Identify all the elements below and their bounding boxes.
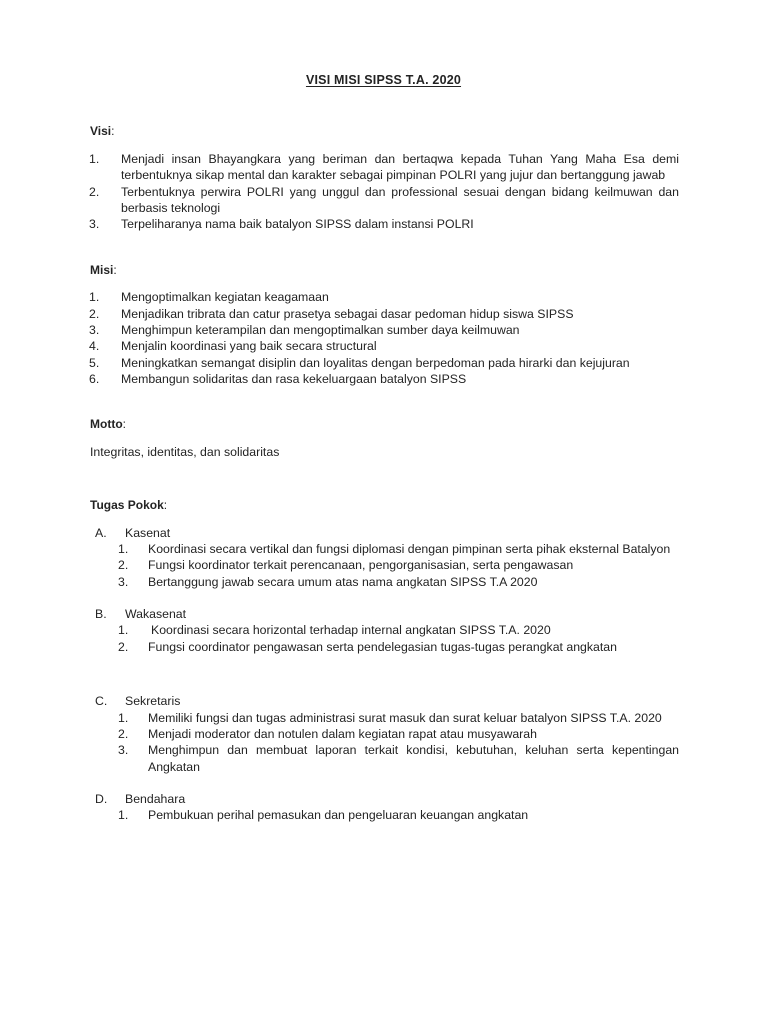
list-item-text: Koordinasi secara vertikal dan fungsi diplomasi dengan pimpinan serta pihak eksternal Batalyon (148, 542, 671, 557)
spacer (88, 671, 679, 693)
section-heading-misi (90, 263, 679, 279)
group-sublist (88, 622, 679, 655)
document-title-text: VISI MISI SIPSS T.A. 2020 (305, 73, 462, 87)
list-item-text: Meningkatkan semangat disiplin dan loyalitas dengan berpedoman pada hirarki dan kejujuran (121, 355, 630, 370)
list-marker: 2. (89, 306, 100, 321)
list-marker: 3. (89, 217, 100, 232)
motto-text: Integritas, identitas, dan solidaritas (90, 444, 280, 459)
tugas-pokok-group (88, 693, 679, 775)
list-marker: 5. (89, 355, 100, 370)
section-heading-motto-colon: : (122, 417, 126, 432)
section-heading-visi (90, 124, 679, 140)
list-marker: 2. (118, 558, 129, 573)
group-heading (95, 525, 679, 541)
list-item-text: Terpeliharanya nama baik batalyon SIPSS dalam instansi POLRI (121, 217, 474, 232)
group-label: Sekretaris (125, 694, 181, 709)
section-heading-misi-colon: : (113, 262, 117, 277)
sublist-item (95, 557, 679, 573)
section-heading-misi-label: Misi (90, 262, 114, 277)
list-item-text: Fungsi koordinator terkait perencanaan, pengorganisasian, serta pengawasan (148, 558, 574, 573)
list-marker: 1. (118, 542, 129, 557)
misi-list-item (88, 306, 679, 322)
visi-list-item (88, 151, 679, 184)
spacer (88, 460, 679, 498)
group-label: Bendahara (125, 791, 186, 806)
list-marker: 1. (118, 710, 129, 725)
tugas-pokok-groups (88, 525, 679, 824)
group-heading (95, 606, 679, 622)
misi-list-item (88, 338, 679, 354)
misi-list-item (88, 289, 679, 305)
group-marker: C. (95, 694, 108, 709)
list-marker: 4. (89, 339, 100, 354)
list-marker: 3. (118, 743, 129, 758)
group-heading (95, 791, 679, 807)
group-marker: A. (95, 525, 107, 540)
sublist-item (95, 726, 679, 742)
group-sublist (88, 807, 679, 823)
list-item-text: Menghimpun keterampilan dan mengoptimalkan sumber daya keilmuwan (121, 322, 520, 337)
group-marker: D. (95, 791, 108, 806)
list-marker: 1. (89, 290, 100, 305)
section-heading-motto-label: Motto (90, 417, 123, 432)
sublist-item (95, 742, 679, 775)
list-item-text: Menjadikan tribrata dan catur prasetya sebagai dasar pedoman hidup siswa SIPSS (121, 306, 574, 321)
list-item-text: Menghimpun dan membuat laporan terkait kondisi, kebutuhan, keluhan serta kepentingan Angkatan (148, 743, 679, 774)
spacer (88, 387, 679, 417)
list-marker: 6. (89, 371, 100, 386)
list-marker: 2. (118, 639, 129, 654)
list-item-text: Memiliki fungsi dan tugas administrasi surat masuk dan surat keluar batalyon SIPSS T.A. 2020 (148, 710, 662, 725)
visi-list-item (88, 216, 679, 232)
section-heading-visi-colon: : (111, 124, 115, 139)
list-marker: 3. (89, 322, 100, 337)
misi-list-item (88, 371, 679, 387)
tugas-pokok-group (88, 791, 679, 824)
group-marker: B. (95, 607, 107, 622)
sublist-item (95, 622, 679, 638)
tugas-pokok-group (88, 606, 679, 655)
list-item-text: Membangun solidaritas dan rasa kekeluargaan batalyon SIPSS (121, 371, 467, 386)
list-marker: 1. (89, 151, 100, 166)
section-heading-tugas-pokok-label: Tugas Pokok (90, 498, 164, 513)
list-marker: 1. (118, 623, 129, 638)
misi-list-item (88, 355, 679, 371)
visi-list-item (88, 184, 679, 217)
list-item-text: Terbentuknya perwira POLRI yang unggul dan professional sesuai dengan bidang keilmuwan dan berbasis teknologi (121, 184, 679, 215)
list-marker: 3. (118, 574, 129, 589)
list-marker: 2. (89, 184, 100, 199)
list-item-text: Fungsi coordinator pengawasan serta pendelegasian tugas-tugas perangkat angkatan (148, 639, 617, 654)
section-heading-tugas-pokok-colon: : (163, 498, 168, 513)
sublist-item (95, 541, 679, 557)
section-heading-tugas-pokok (90, 498, 679, 514)
group-label: Wakasenat (125, 607, 187, 622)
list-marker: 1. (118, 808, 129, 823)
group-label: Kasenat (125, 525, 171, 540)
visi-list (88, 151, 679, 233)
sublist-item (95, 710, 679, 726)
sublist-item (95, 574, 679, 590)
misi-list (88, 289, 679, 387)
list-item-text: Menjalin koordinasi yang baik secara structural (121, 339, 377, 354)
document-title (88, 72, 679, 88)
spacer (88, 233, 679, 263)
misi-list-item (88, 322, 679, 338)
sublist-item (95, 639, 679, 655)
group-sublist (88, 541, 679, 590)
section-heading-visi-label: Visi (90, 124, 112, 139)
list-item-text: Bertanggung jawab secara umum atas nama angkatan SIPSS T.A 2020 (148, 574, 538, 589)
list-item-text: Menjadi moderator dan notulen dalam kegiatan rapat atau musyawarah (148, 726, 537, 741)
sublist-item (95, 807, 679, 823)
list-item-text: Pembukuan perihal pemasukan dan pengeluaran keuangan angkatan (148, 808, 529, 823)
group-heading (95, 693, 679, 709)
list-item-text: Koordinasi secara horizontal terhadap internal angkatan SIPSS T.A. 2020 (151, 623, 551, 638)
list-item-text: Menjadi insan Bhayangkara yang beriman dan bertaqwa kepada Tuhan Yang Maha Esa demi terbentuknya sikap mental dan karakter sebagai pimpinan POLRI yang jujur dan bertanggung jawab (121, 151, 679, 183)
group-sublist (88, 710, 679, 775)
section-heading-motto (90, 417, 679, 433)
list-marker: 2. (118, 726, 129, 741)
list-item-text: Mengoptimalkan kegiatan keagamaan (121, 290, 329, 305)
tugas-pokok-group (88, 525, 679, 590)
